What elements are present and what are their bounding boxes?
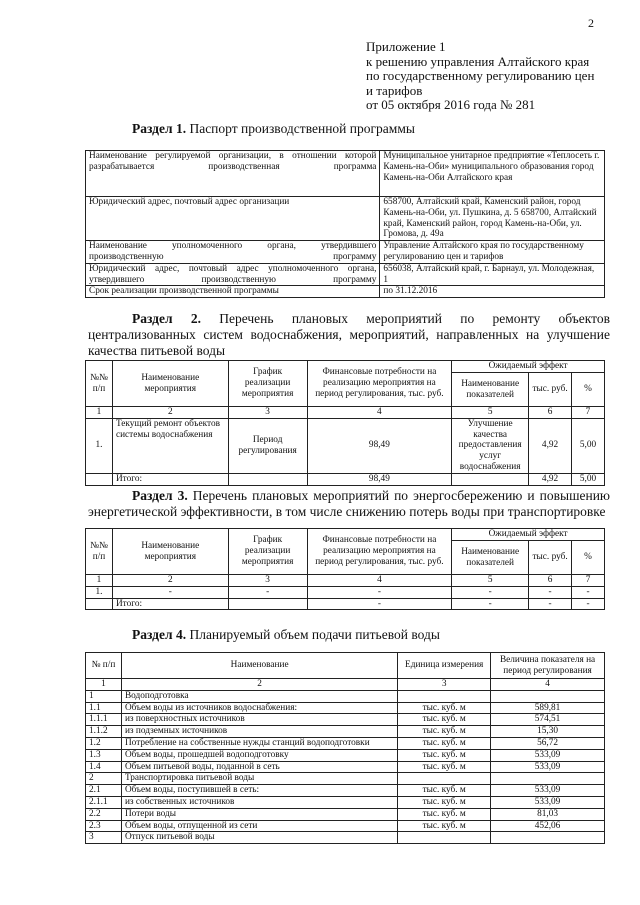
table-cell: 56,72 xyxy=(491,737,605,749)
table-cell xyxy=(491,773,605,785)
section1-label: Раздел 1. xyxy=(132,121,187,136)
table-cell: 533,09 xyxy=(491,761,605,773)
table-cell: по 31.12.2016 xyxy=(380,286,605,298)
table-cell: - xyxy=(572,598,605,610)
table-row xyxy=(86,808,605,820)
table-cell: 574,51 xyxy=(491,714,605,726)
section4-title: Планируемый объем подачи питьевой воды xyxy=(189,627,440,642)
appendix-header xyxy=(366,40,594,113)
table-header-row xyxy=(86,529,605,541)
table-cell: тыс. куб. м xyxy=(398,785,491,797)
table-cell: 7 xyxy=(572,575,605,587)
table-cell: 1.1 xyxy=(86,702,122,714)
table-cell: - xyxy=(307,586,452,598)
col-header-effect: Ожидаемый эффект xyxy=(452,361,605,373)
table-cell: 4,92 xyxy=(529,473,572,485)
table-row xyxy=(86,263,605,286)
table-cell: 3 xyxy=(228,407,307,419)
table-row xyxy=(86,714,605,726)
table-cell: Потребление на собственные нужды станций водоподготовки xyxy=(121,737,397,749)
col-header-pct: % xyxy=(572,541,605,575)
table-row xyxy=(86,151,605,197)
table-cell: Объем воды, отпущенной из сети xyxy=(121,820,397,832)
table-number-row xyxy=(86,679,605,691)
table-row xyxy=(86,702,605,714)
table-number-row xyxy=(86,575,605,587)
table-cell: из подземных источников xyxy=(121,726,397,738)
col-header-indicators: Наименование показателей xyxy=(452,373,529,407)
table-header-row xyxy=(86,653,605,679)
table-cell: 15,30 xyxy=(491,726,605,738)
table-cell: Муниципальное унитарное предприятие «Теплосеть г. Камень-на-Оби» муниципального образования город Камень-на-Оби Алтайского края xyxy=(380,151,605,197)
table-row xyxy=(86,241,605,264)
table-cell: 3 xyxy=(86,832,122,844)
table-cell: Водоподготовка xyxy=(121,690,397,702)
table-cell: 5 xyxy=(452,575,529,587)
table-cell: 658700, Алтайский край, Каменский район, город Камень-на-Оби, ул. Пушкина, д. 5 658700, Алтайский край, Каменский район, город Камень-на-Оби, ул. Громова, д. 49а xyxy=(380,197,605,241)
table-cell: 1 xyxy=(86,575,113,587)
table-cell: 2.1.1 xyxy=(86,796,122,808)
table-row xyxy=(86,737,605,749)
table-row xyxy=(86,785,605,797)
col-header-effect: Ожидаемый эффект xyxy=(452,529,605,541)
table-cell: 1.3 xyxy=(86,749,122,761)
table-cell: 3 xyxy=(398,679,491,691)
table-cell: 1. xyxy=(86,418,113,473)
table-number-row xyxy=(86,407,605,419)
table-total-row xyxy=(86,473,605,485)
col-header-num: №№ п/п xyxy=(86,529,113,575)
table-cell xyxy=(398,832,491,844)
table-cell xyxy=(86,598,113,610)
col-header-unit: Единица измерения xyxy=(398,653,491,679)
table-cell: 589,81 xyxy=(491,702,605,714)
table-cell: тыс. куб. м xyxy=(398,808,491,820)
table-cell xyxy=(452,473,529,485)
table-row xyxy=(86,726,605,738)
table-cell: Объем питьевой воды, поданной в сеть xyxy=(121,761,397,773)
table-cell: Период регулирования xyxy=(228,418,307,473)
table-cell: 5,00 xyxy=(572,473,605,485)
table-cell: 656038, Алтайский край, г. Барнаул, ул. Молодежная, 1 xyxy=(380,263,605,286)
table-cell: 2.1 xyxy=(86,785,122,797)
table-cell xyxy=(491,690,605,702)
section4-rows xyxy=(86,690,605,843)
table-cell: 6 xyxy=(529,575,572,587)
section3-label: Раздел 3. xyxy=(132,488,188,503)
table-cell: 1.2 xyxy=(86,737,122,749)
table-cell: 1. xyxy=(86,586,113,598)
table-cell: 2 xyxy=(112,407,228,419)
table-cell: - xyxy=(307,598,452,610)
table-cell: Наименование уполномоченного органа, утвердившего производственную программу xyxy=(86,241,380,264)
table-cell: - xyxy=(452,586,529,598)
table-cell: 98,49 xyxy=(307,418,452,473)
table-cell: - xyxy=(572,586,605,598)
table-row xyxy=(86,586,605,598)
col-header-name: Наименование мероприятия xyxy=(112,529,228,575)
section4-heading xyxy=(132,627,440,643)
table-header-row xyxy=(86,361,605,373)
col-header-pct: % xyxy=(572,373,605,407)
table-cell: 2.2 xyxy=(86,808,122,820)
table-cell: Управление Алтайского края по государственному регулированию цен и тарифов xyxy=(380,241,605,264)
table-cell: тыс. куб. м xyxy=(398,749,491,761)
section3-title: Перечень плановых мероприятий по энергосбережению и повышению энергетической эффективности, в том числе снижению потерь воды при транспортировке xyxy=(88,488,610,519)
section2-heading xyxy=(88,311,610,359)
table-cell: 2 xyxy=(121,679,397,691)
table-cell: тыс. куб. м xyxy=(398,702,491,714)
appendix-line: по государственному регулированию цен xyxy=(366,68,595,83)
section4-label: Раздел 4. xyxy=(132,627,187,642)
table-cell: - xyxy=(228,586,307,598)
table-row xyxy=(86,832,605,844)
col-header-indicators: Наименование показателей xyxy=(452,541,529,575)
table-cell: 98,49 xyxy=(307,473,452,485)
section4-table xyxy=(85,652,605,844)
appendix-line: Приложение 1 xyxy=(366,39,446,54)
table-cell: Транспортировка питьевой воды xyxy=(121,773,397,785)
table-cell: 5 xyxy=(452,407,529,419)
table-cell xyxy=(228,473,307,485)
table-cell: - xyxy=(112,586,228,598)
table-total-row xyxy=(86,598,605,610)
table-cell: Юридический адрес, почтовый адрес организации xyxy=(86,197,380,241)
table-row xyxy=(86,796,605,808)
table-cell: 533,09 xyxy=(491,749,605,761)
section1-title: Паспорт производственной программы xyxy=(189,121,415,136)
table-cell: 81,03 xyxy=(491,808,605,820)
table-cell: Объем воды из источников водоснабжения: xyxy=(121,702,397,714)
table-cell: Объем воды, прошедшей водоподготовку xyxy=(121,749,397,761)
table-cell: 1 xyxy=(86,679,122,691)
table-row xyxy=(86,418,605,473)
table-cell: 1.1.2 xyxy=(86,726,122,738)
table-cell: Наименование регулируемой организации, в отношении которой разрабатывается производственная программа xyxy=(86,151,380,197)
table-cell: Юридический адрес, почтовый адрес уполномоченного органа, утвердившего производственную программу xyxy=(86,263,380,286)
table-cell: 452,06 xyxy=(491,820,605,832)
table-cell: - xyxy=(529,598,572,610)
table-cell: Улучшение качества предоставления услуг водоснабжения xyxy=(452,418,529,473)
table-row xyxy=(86,820,605,832)
section3-heading xyxy=(88,488,610,520)
table-cell xyxy=(398,773,491,785)
table-cell: тыс. куб. м xyxy=(398,820,491,832)
col-header-name: Наименование мероприятия xyxy=(112,361,228,407)
table-cell: 2 xyxy=(86,773,122,785)
col-header-num: №№ п/п xyxy=(86,361,113,407)
section2-title: Перечень плановых мероприятий по ремонту объектов централизованных систем водоснабжения, мероприятий, направленных на улучшение качества питьевой воды xyxy=(88,311,611,358)
table-cell xyxy=(398,690,491,702)
table-row xyxy=(86,761,605,773)
table-cell: 4 xyxy=(491,679,605,691)
table-cell: Объем воды, поступившей в сеть: xyxy=(121,785,397,797)
table-cell: 533,09 xyxy=(491,796,605,808)
col-header-finance: Финансовые потребности на реализацию мероприятия на период регулирования, тыс. руб. xyxy=(307,361,452,407)
col-header-schedule: График реализации мероприятия xyxy=(228,529,307,575)
appendix-line: к решению управления Алтайского края xyxy=(366,53,590,69)
col-header-value: Величина показателя на период регулирования xyxy=(491,653,605,679)
table-cell xyxy=(228,598,307,610)
col-header-num: № п/п xyxy=(86,653,122,679)
table-row xyxy=(86,773,605,785)
table-cell: тыс. куб. м xyxy=(398,714,491,726)
section2-table xyxy=(85,360,605,486)
table-cell: Потери воды xyxy=(121,808,397,820)
table-cell: из собственных источников xyxy=(121,796,397,808)
table-cell: 3 xyxy=(228,575,307,587)
table-cell: 6 xyxy=(529,407,572,419)
section2-label: Раздел 2. xyxy=(132,311,201,326)
page-number: 2 xyxy=(588,16,594,30)
table-cell: 7 xyxy=(572,407,605,419)
table-cell: тыс. куб. м xyxy=(398,737,491,749)
table-cell: 4 xyxy=(307,407,452,419)
table-row xyxy=(86,749,605,761)
col-header-schedule: График реализации мероприятия xyxy=(228,361,307,407)
col-header-finance: Финансовые потребности на реализацию мероприятия на период регулирования, тыс. руб. xyxy=(307,529,452,575)
section1-table xyxy=(85,150,605,298)
appendix-line: и тарифов xyxy=(366,82,423,98)
section1-heading xyxy=(132,121,415,137)
col-header-name: Наименование xyxy=(121,653,397,679)
table-cell: тыс. куб. м xyxy=(398,796,491,808)
table-cell: 1.1.1 xyxy=(86,714,122,726)
table-cell: 2 xyxy=(112,575,228,587)
table-cell: тыс. куб. м xyxy=(398,761,491,773)
table-cell: тыс. куб. м xyxy=(398,726,491,738)
table-cell: Срок реализации производственной программы xyxy=(86,286,380,298)
table-cell: 5,00 xyxy=(572,418,605,473)
table-row xyxy=(86,286,605,298)
table-cell: 1 xyxy=(86,407,113,419)
table-cell: Текущий ремонт объектов системы водоснабжения xyxy=(112,418,228,473)
table-cell xyxy=(86,473,113,485)
table-cell: 4,92 xyxy=(529,418,572,473)
table-cell: 533,09 xyxy=(491,785,605,797)
col-header-rub: тыс. руб. xyxy=(529,373,572,407)
table-cell xyxy=(491,832,605,844)
table-cell: из поверхностных источников xyxy=(121,714,397,726)
table-row xyxy=(86,690,605,702)
col-header-rub: тыс. руб. xyxy=(529,541,572,575)
table-cell: - xyxy=(452,598,529,610)
table-cell: - xyxy=(529,586,572,598)
table-cell: Итого: xyxy=(112,598,228,610)
table-cell: Итого: xyxy=(112,473,228,485)
table-cell: 2.3 xyxy=(86,820,122,832)
section3-table xyxy=(85,528,605,610)
table-cell: 1.4 xyxy=(86,761,122,773)
table-cell: 4 xyxy=(307,575,452,587)
appendix-line: от 05 октября 2016 года № 281 xyxy=(366,97,536,112)
table-cell: Отпуск питьевой воды xyxy=(121,832,397,844)
table-row xyxy=(86,197,605,241)
table-cell: 1 xyxy=(86,690,122,702)
